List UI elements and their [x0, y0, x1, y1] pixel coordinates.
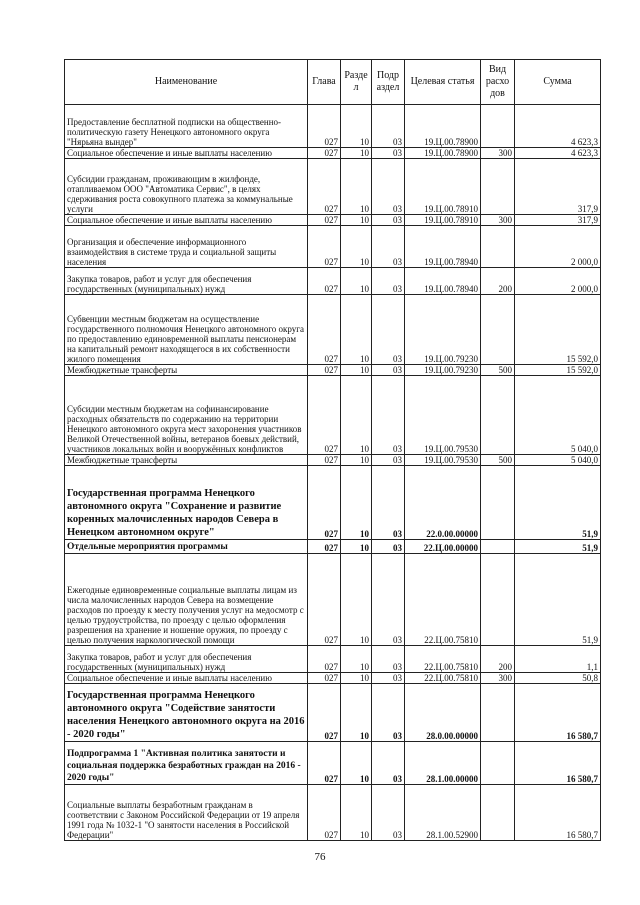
cell-target: 22.Ц.00.75810: [405, 646, 481, 673]
cell-kind: [481, 376, 515, 455]
cell-chapter: 027: [308, 466, 341, 540]
cell-subsection: 03: [372, 673, 405, 684]
cell-subsection: 03: [372, 295, 405, 365]
cell-kind: [481, 540, 515, 554]
cell-chapter: 027: [308, 295, 341, 365]
cell-name: Государственная программа Ненецкого автономного округа "Содействие занятости населения Ненецкого автономного округа на 2016 - 2020 годы": [65, 684, 308, 742]
cell-kind: 300: [481, 215, 515, 226]
cell-sum: 2 000,0: [515, 268, 601, 295]
cell-kind: 300: [481, 673, 515, 684]
table-row: [65, 540, 601, 554]
cell-chapter: 027: [308, 785, 341, 841]
cell-target: 22.0.00.00000: [405, 466, 481, 540]
cell-sum: 50,8: [515, 673, 601, 684]
cell-section: 10: [341, 105, 372, 148]
table-row: [65, 554, 601, 646]
cell-chapter: 027: [308, 159, 341, 215]
table-row: [65, 785, 601, 841]
header-kind: Вид расхо дов: [481, 60, 515, 105]
cell-chapter: 027: [308, 226, 341, 268]
cell-name: Межбюджетные трансферты: [65, 365, 308, 376]
cell-chapter: 027: [308, 646, 341, 673]
cell-section: 10: [341, 684, 372, 742]
table-row: [65, 646, 601, 673]
cell-kind: 200: [481, 268, 515, 295]
cell-subsection: 03: [372, 365, 405, 376]
cell-section: 10: [341, 673, 372, 684]
cell-target: 19.Ц.00.79530: [405, 455, 481, 466]
cell-sum: 5 040,0: [515, 455, 601, 466]
cell-kind: [481, 466, 515, 540]
cell-subsection: 03: [372, 215, 405, 226]
cell-name: Субсидии местным бюджетам на софинансирование расходных обязательств по содержанию на территории Ненецкого автономного округа мест захоронения участников Великой Отечественной войны, ветеранов боевых действий, участников локальных войн и вооружённых конфликтов: [65, 376, 308, 455]
cell-kind: [481, 226, 515, 268]
header-chapter: Глава: [308, 60, 341, 105]
header-section: Разде л: [341, 60, 372, 105]
cell-target: 19.Ц.00.78910: [405, 215, 481, 226]
cell-subsection: 03: [372, 466, 405, 540]
cell-subsection: 03: [372, 268, 405, 295]
cell-section: 10: [341, 148, 372, 159]
cell-target: 19.Ц.00.78900: [405, 105, 481, 148]
cell-subsection: 03: [372, 148, 405, 159]
cell-kind: 200: [481, 646, 515, 673]
cell-section: 10: [341, 268, 372, 295]
table-header-row: [65, 60, 601, 105]
cell-chapter: 027: [308, 554, 341, 646]
cell-chapter: 027: [308, 365, 341, 376]
cell-kind: [481, 295, 515, 365]
cell-kind: 500: [481, 455, 515, 466]
cell-kind: [481, 684, 515, 742]
cell-target: 28.1.00.00000: [405, 742, 481, 785]
cell-chapter: 027: [308, 540, 341, 554]
table-row: [65, 159, 601, 215]
cell-kind: [481, 742, 515, 785]
cell-target: 19.Ц.00.78900: [405, 148, 481, 159]
cell-target: 22.Ц.00.75810: [405, 673, 481, 684]
cell-sum: 16 580,7: [515, 684, 601, 742]
cell-kind: [481, 105, 515, 148]
cell-chapter: 027: [308, 215, 341, 226]
table-row: [65, 365, 601, 376]
cell-subsection: 03: [372, 684, 405, 742]
header-subsection: Подр аздел: [372, 60, 405, 105]
cell-section: 10: [341, 785, 372, 841]
table-body: [65, 105, 601, 841]
cell-section: 10: [341, 226, 372, 268]
cell-section: 10: [341, 455, 372, 466]
header-target: Целевая статья: [405, 60, 481, 105]
cell-section: 10: [341, 295, 372, 365]
cell-name: Субвенции местным бюджетам на осуществление государственного полномочия Ненецкого автономного округа по предоставлению единовременной выплаты пенсионерам на капитальный ремонт находящегося в их собственности жилого помещения: [65, 295, 308, 365]
cell-chapter: 027: [308, 105, 341, 148]
table-row: [65, 466, 601, 540]
cell-kind: [481, 159, 515, 215]
table-row: [65, 455, 601, 466]
page-number: 76: [314, 851, 326, 863]
cell-target: 19.Ц.00.78940: [405, 226, 481, 268]
cell-name: Социальные выплаты безработным гражданам в соответствии с Законом Российской Федерации от 19 апреля 1991 года № 1032-1 "О занятости населения в Российской Федерации": [65, 785, 308, 841]
cell-section: 10: [341, 540, 372, 554]
cell-chapter: 027: [308, 376, 341, 455]
cell-name: Государственная программа Ненецкого автономного округа "Сохранение и развитие коренных малочисленных народов Севера в Ненецком автономном округе": [65, 466, 308, 540]
cell-name: Субсидии гражданам, проживающим в жилфонде, отапливаемом ООО "Автоматика Сервис", в целях сдерживания роста совокупного платежа за коммунальные услуги: [65, 159, 308, 215]
table-row: [65, 215, 601, 226]
cell-chapter: 027: [308, 268, 341, 295]
cell-name: Закупка товаров, работ и услуг для обеспечения государственных (муниципальных) нужд: [65, 268, 308, 295]
cell-section: 10: [341, 215, 372, 226]
cell-section: 10: [341, 646, 372, 673]
cell-subsection: 03: [372, 742, 405, 785]
cell-subsection: 03: [372, 226, 405, 268]
cell-name: Ежегодные единовременные социальные выплаты лицам из числа малочисленных народов Севера на возмещение расходов по проезду к месту получения услуг на медосмотр с целью трудоустройства, по проезду с целью оформления разрешения на хранение и ношение оружия, по проезду с целью получения наркологической помощи: [65, 554, 308, 646]
cell-subsection: 03: [372, 540, 405, 554]
header-name: Наименование: [65, 60, 308, 105]
cell-sum: 4 623,3: [515, 148, 601, 159]
header-sum: Сумма: [515, 60, 601, 105]
cell-section: 10: [341, 742, 372, 785]
cell-name: Социальное обеспечение и иные выплаты населению: [65, 215, 308, 226]
table-row: [65, 295, 601, 365]
cell-section: 10: [341, 554, 372, 646]
cell-section: 10: [341, 376, 372, 455]
cell-subsection: 03: [372, 554, 405, 646]
cell-kind: 300: [481, 148, 515, 159]
cell-sum: 1,1: [515, 646, 601, 673]
cell-sum: 15 592,0: [515, 365, 601, 376]
table-row: [65, 105, 601, 148]
cell-kind: [481, 554, 515, 646]
cell-name: Отдельные мероприятия программы: [65, 540, 308, 554]
cell-sum: 15 592,0: [515, 295, 601, 365]
cell-sum: 16 580,7: [515, 785, 601, 841]
cell-target: 19.Ц.00.79530: [405, 376, 481, 455]
cell-chapter: 027: [308, 684, 341, 742]
cell-name: Подпрограмма 1 "Активная политика занятости и социальная поддержка безработных граждан на 2016 - 2020 годы": [65, 742, 308, 785]
cell-chapter: 027: [308, 455, 341, 466]
budget-table: [64, 59, 601, 841]
cell-target: 22.Ц.00.00000: [405, 540, 481, 554]
table-row: [65, 742, 601, 785]
cell-name: Закупка товаров, работ и услуг для обеспечения государственных (муниципальных) нужд: [65, 646, 308, 673]
table-row: [65, 673, 601, 684]
cell-target: 28.1.00.52900: [405, 785, 481, 841]
cell-target: 19.Ц.00.78910: [405, 159, 481, 215]
cell-subsection: 03: [372, 646, 405, 673]
cell-subsection: 03: [372, 785, 405, 841]
cell-sum: 317,9: [515, 159, 601, 215]
cell-target: 28.0.00.00000: [405, 684, 481, 742]
cell-sum: 51,9: [515, 466, 601, 540]
cell-name: Социальное обеспечение и иные выплаты населению: [65, 148, 308, 159]
cell-name: Социальное обеспечение и иные выплаты населению: [65, 673, 308, 684]
cell-section: 10: [341, 365, 372, 376]
cell-sum: 4 623,3: [515, 105, 601, 148]
cell-name: Предоставление бесплатной подписки на общественно-политическую газету Ненецкого автономного округа "Нярьяна вындер": [65, 105, 308, 148]
cell-subsection: 03: [372, 376, 405, 455]
table-row: [65, 226, 601, 268]
cell-sum: 317,9: [515, 215, 601, 226]
cell-subsection: 03: [372, 159, 405, 215]
cell-target: 22.Ц.00.75810: [405, 554, 481, 646]
cell-sum: 5 040,0: [515, 376, 601, 455]
table-row: [65, 148, 601, 159]
cell-subsection: 03: [372, 455, 405, 466]
cell-kind: 500: [481, 365, 515, 376]
cell-chapter: 027: [308, 742, 341, 785]
cell-chapter: 027: [308, 673, 341, 684]
cell-section: 10: [341, 159, 372, 215]
cell-kind: [481, 785, 515, 841]
cell-sum: 2 000,0: [515, 226, 601, 268]
cell-target: 19.Ц.00.79230: [405, 365, 481, 376]
cell-subsection: 03: [372, 105, 405, 148]
cell-target: 19.Ц.00.79230: [405, 295, 481, 365]
cell-chapter: 027: [308, 148, 341, 159]
cell-sum: 16 580,7: [515, 742, 601, 785]
table-row: [65, 376, 601, 455]
cell-name: Организация и обеспечение информационного взаимодействия в системе труда и социальной защиты населения: [65, 226, 308, 268]
cell-sum: 51,9: [515, 554, 601, 646]
cell-sum: 51,9: [515, 540, 601, 554]
cell-name: Межбюджетные трансферты: [65, 455, 308, 466]
cell-section: 10: [341, 466, 372, 540]
table-row: [65, 268, 601, 295]
table-row: [65, 684, 601, 742]
cell-target: 19.Ц.00.78940: [405, 268, 481, 295]
